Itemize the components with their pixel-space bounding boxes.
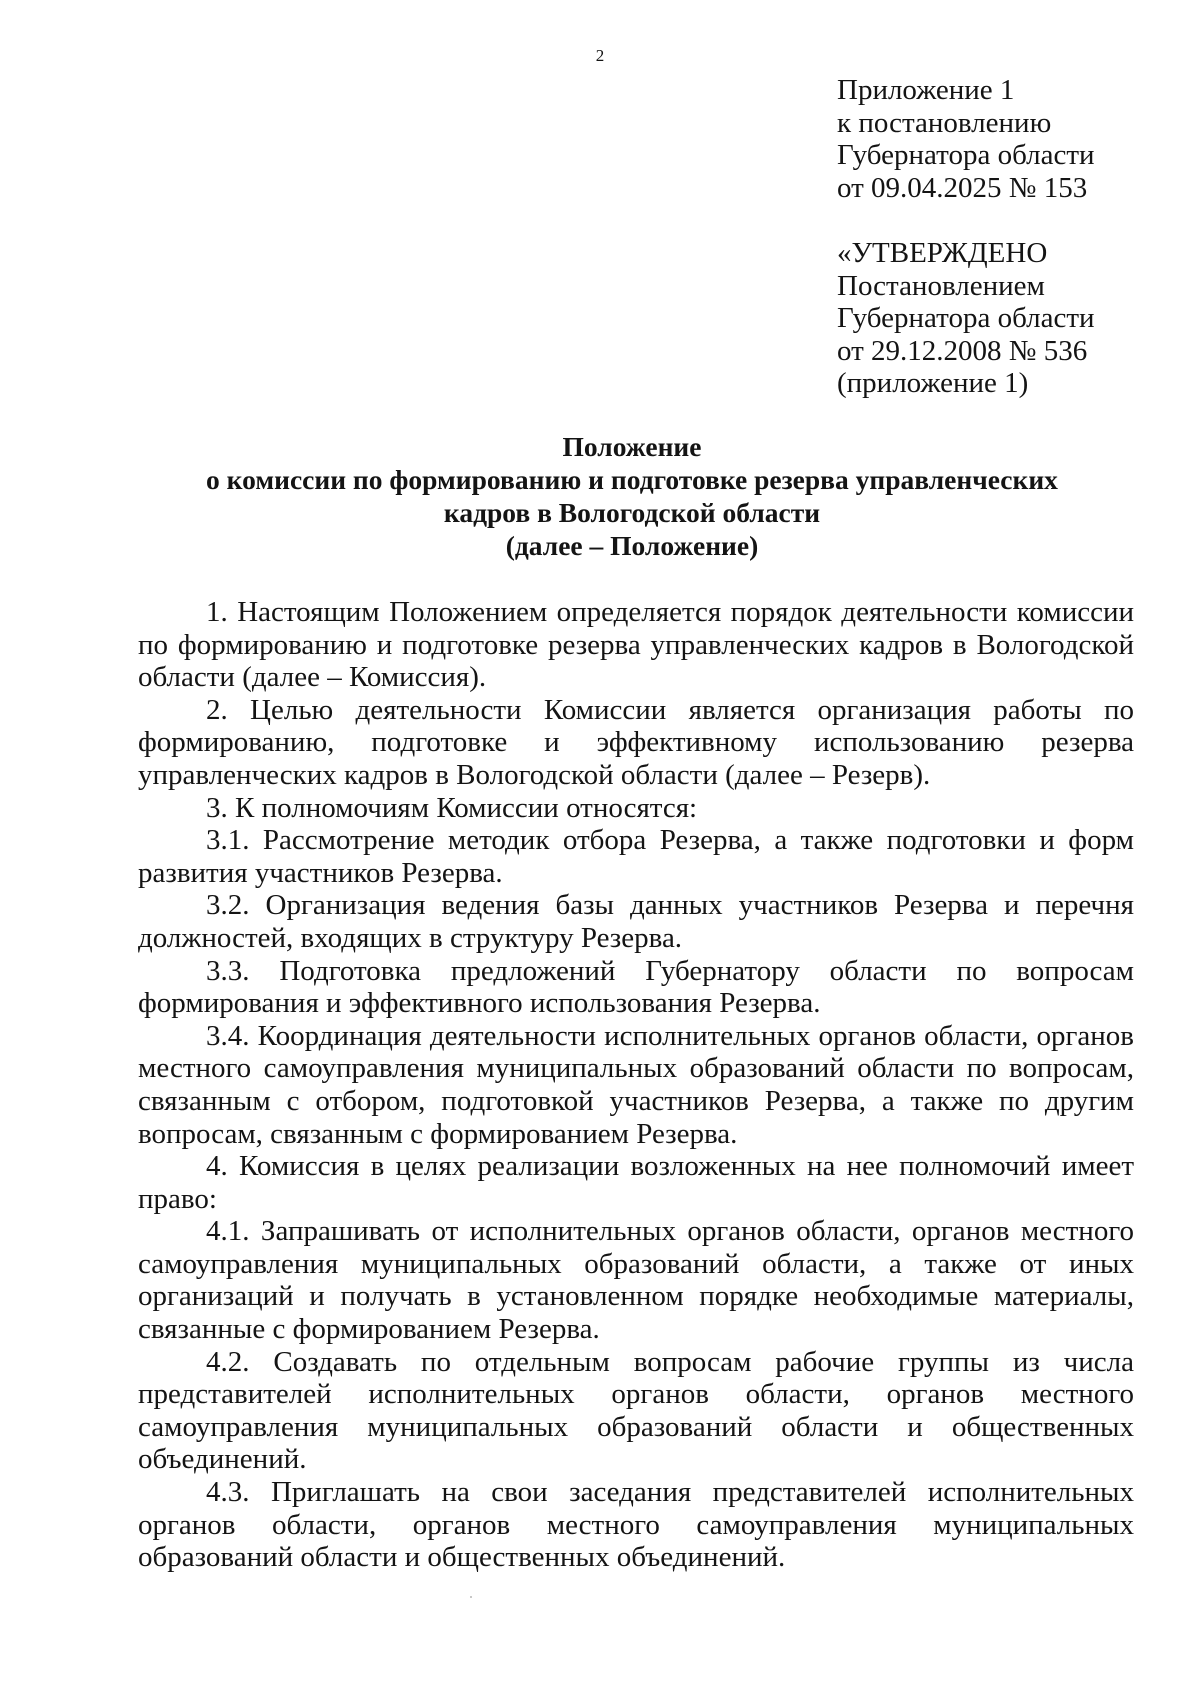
title-line: о комиссии по формированию и подготовке резерва управленческих — [206, 464, 1058, 495]
appendix-line: Губернатора области — [837, 139, 1095, 171]
document-body — [138, 596, 1134, 1574]
paragraph-3-1: 3.1. Рассмотрение методик отбора Резерва, а также подготовки и форм развития участников Резерва. — [138, 824, 1134, 889]
approval-line: (приложение 1) — [837, 367, 1029, 399]
approval-stamp-block — [837, 237, 1197, 400]
paragraph-4-3: 4.3. Приглашать на свои заседания представителей исполнительных органов области, органов местного самоуправления муниципальных образований области и общественных объединений. — [138, 1476, 1134, 1574]
document-title — [0, 430, 1200, 562]
title-line: кадров в Вологодской области — [443, 497, 821, 528]
appendix-line: от 09.04.2025 № 153 — [837, 171, 1088, 204]
paragraph-4: 4. Комиссия в целях реализации возложенных на нее полномочий имеет право: — [138, 1150, 1134, 1215]
approval-line: Губернатора области — [837, 302, 1095, 334]
paragraph-2: 2. Целью деятельности Комиссии является организация работы по формированию, подготовке и эффективному использованию резерва управленческих кадров в Вологодской области (далее – Резерв). — [138, 693, 1134, 791]
paragraph-3: 3. К полномочиям Комиссии относятся: — [206, 791, 698, 824]
appendix-line: Приложение 1 — [837, 74, 1015, 106]
approval-line: «УТВЕРЖДЕНО — [837, 237, 1048, 269]
paragraph-3-4: 3.4. Координация деятельности исполнительных органов области, органов местного самоуправления муниципальных образований области по вопросам, связанным с отбором, подготовкой участников Резерва, а также по другим вопросам, связанным с формированием Резерва. — [138, 1019, 1134, 1150]
paragraph-4-1: 4.1. Запрашивать от исполнительных органов области, органов местного самоуправления муниципальных образований области, а также от иных организаций и получать в установленном порядке необходимые материалы, связанные с формированием Резерва. — [138, 1215, 1134, 1346]
title-line: Положение — [562, 431, 702, 462]
appendix-line: к постановлению — [837, 106, 1052, 139]
paragraph-3-3: 3.3. Подготовка предложений Губернатору области по вопросам формирования и эффективного использования Резерва. — [138, 954, 1134, 1020]
page-number: 2 — [595, 46, 605, 65]
paragraph-3-2: 3.2. Организация ведения базы данных участников Резерва и перечня должностей, входящих в структуру Резерва. — [138, 889, 1134, 954]
title-line: (далее – Положение) — [505, 530, 759, 561]
paragraph-4-2: 4.2. Создавать по отдельным вопросам рабочие группы из числа представителей исполнительных органов области, органов местного самоуправления муниципальных образований области и общественных объединений. — [138, 1345, 1134, 1476]
appendix-header — [837, 74, 1197, 204]
approval-line: от 29.12.2008 № 536 — [837, 334, 1088, 367]
paragraph-1: 1. Настоящим Положением определяется порядок деятельности комиссии по формированию и подготовке резерва управленческих кадров в Вологодской области (далее – Комиссия). — [138, 596, 1134, 694]
scan-speck — [470, 1596, 472, 1598]
approval-line: Постановлением — [837, 269, 1045, 302]
